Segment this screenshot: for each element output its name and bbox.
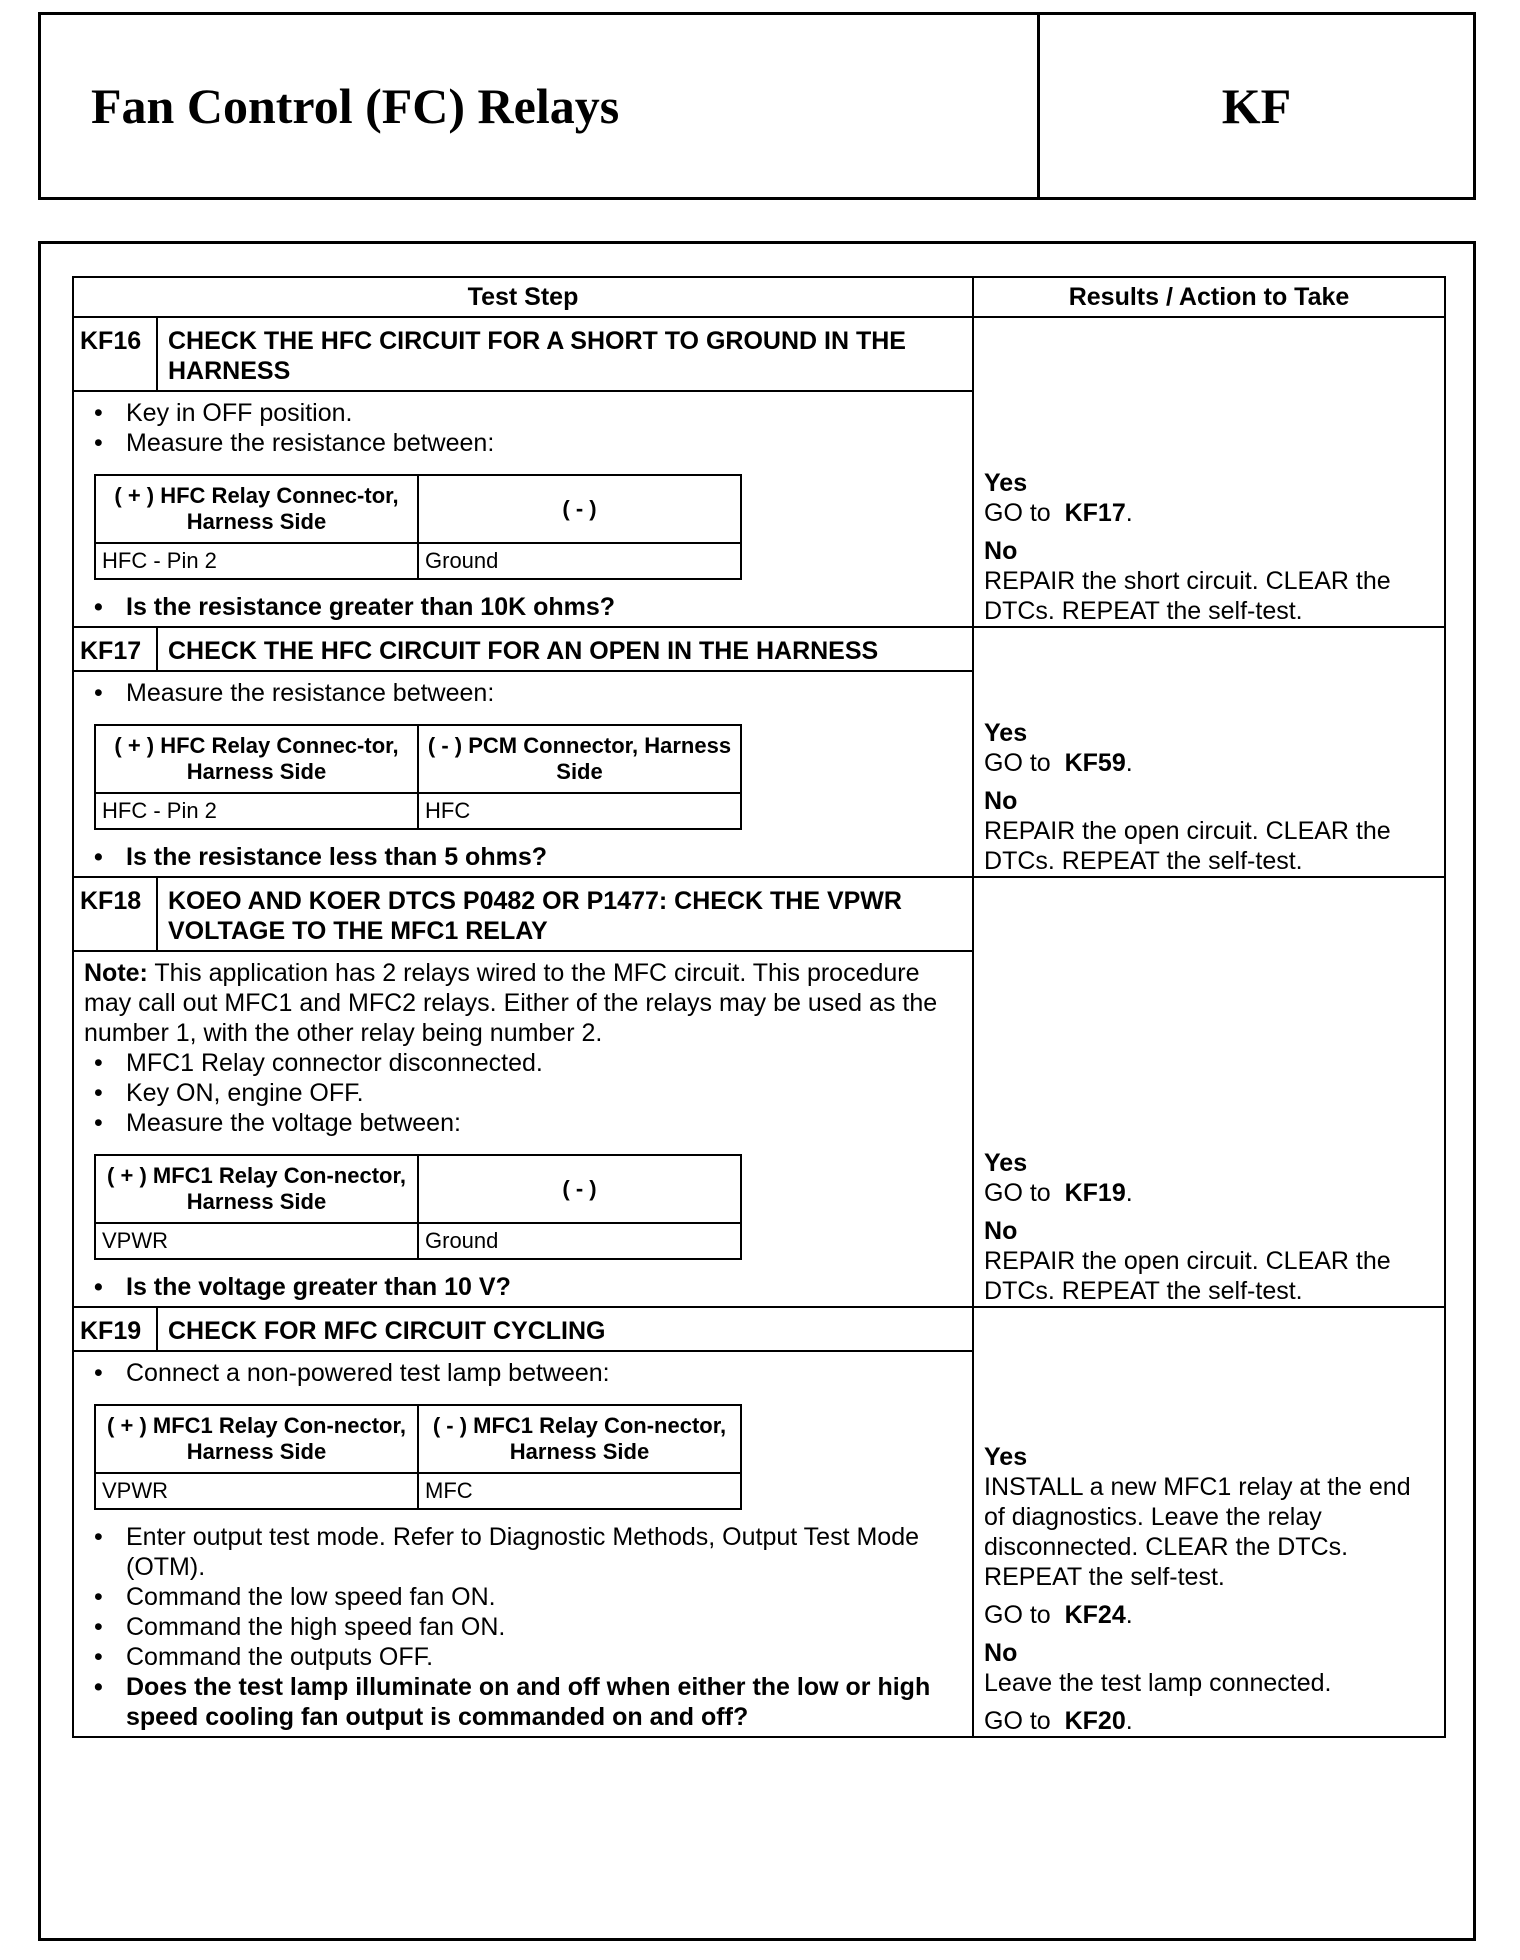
yes-action: GO to KF59. <box>984 749 1133 777</box>
no-label: No <box>984 1639 1018 1667</box>
sub-header: ( + ) HFC Relay Connec-tor, Harness Side <box>95 475 418 543</box>
step-bullet: • Command the low speed fan ON. <box>84 1582 962 1612</box>
sub-cell: MFC <box>418 1473 741 1509</box>
section-code: KF <box>1221 78 1292 134</box>
step-id: KF19 <box>73 1307 157 1351</box>
measurement-table <box>94 474 742 580</box>
step-bullet: • Measure the voltage between: <box>84 1108 962 1138</box>
step-note: Note: This application has 2 relays wired to the MFC circuit. This procedure may call out MFC1 and MFC2 relays. Either of the relays may be used as the number 1, with the other relay being number 2. <box>84 959 938 1047</box>
step-bullet: • Command the high speed fan ON. <box>84 1612 962 1642</box>
no-action: REPAIR the short circuit. CLEAR the DTCs. REPEAT the self-test. <box>984 567 1391 625</box>
sub-header: ( + ) HFC Relay Connec-tor, Harness Side <box>95 725 418 793</box>
step-question: • Is the resistance less than 5 ohms? <box>84 842 962 872</box>
yes-action: GO to KF17. <box>984 499 1133 527</box>
step-results <box>973 1307 1445 1737</box>
test-step-table <box>72 276 1446 1738</box>
no-goto: GO to KF20. <box>984 1707 1133 1735</box>
sub-header: ( - ) <box>418 475 741 543</box>
yes-goto: GO to KF24. <box>984 1601 1133 1629</box>
step-title-row <box>73 877 1445 951</box>
test-step-header: Test Step <box>73 277 973 317</box>
sub-cell: Ground <box>418 1223 741 1259</box>
step-bullet: • MFC1 Relay connector disconnected. <box>84 1048 962 1078</box>
no-label: No <box>984 1217 1018 1245</box>
no-action: REPAIR the open circuit. CLEAR the DTCs. REPEAT the self-test. <box>984 817 1391 875</box>
step-title-row <box>73 317 1445 391</box>
sub-header: ( - ) <box>418 1155 741 1223</box>
step-id: KF16 <box>73 317 157 391</box>
no-action: Leave the test lamp connected. <box>984 1669 1332 1697</box>
step-question: • Does the test lamp illuminate on and off when either the low or high speed cooling fan output is commanded on and off? <box>84 1672 962 1732</box>
step-title: CHECK FOR MFC CIRCUIT CYCLING <box>157 1307 973 1351</box>
step-bullet: • Enter output test mode. Refer to Diagnostic Methods, Output Test Mode (OTM). <box>84 1522 962 1582</box>
measurement-table <box>94 724 742 830</box>
step-bullet: • Key in OFF position. <box>84 398 962 428</box>
step-title-row <box>73 1307 1445 1351</box>
step-question: • Is the voltage greater than 10 V? <box>84 1272 962 1302</box>
measurement-table <box>94 1154 742 1260</box>
sub-cell: HFC - Pin 2 <box>95 793 418 829</box>
step-content <box>73 671 973 877</box>
no-label: No <box>984 537 1018 565</box>
sub-cell: HFC <box>418 793 741 829</box>
step-content <box>73 1351 973 1737</box>
yes-label: Yes <box>984 719 1028 747</box>
step-bullet: • Key ON, engine OFF. <box>84 1078 962 1108</box>
sub-header: ( + ) MFC1 Relay Con-nector, Harness Side <box>95 1405 418 1473</box>
sub-header: ( + ) MFC1 Relay Con-nector, Harness Side <box>95 1155 418 1223</box>
yes-action: GO to KF19. <box>984 1179 1133 1207</box>
yes-action: INSTALL a new MFC1 relay at the end of diagnostics. Leave the relay disconnected. CLEAR the DTCs. REPEAT the self-test. <box>984 1473 1411 1591</box>
step-results <box>973 627 1445 877</box>
step-id: KF17 <box>73 627 157 671</box>
no-action: REPAIR the open circuit. CLEAR the DTCs. REPEAT the self-test. <box>984 1247 1391 1305</box>
page-title: Fan Control (FC) Relays <box>41 15 1040 197</box>
step-title: KOEO AND KOER DTCS P0482 OR P1477: CHECK THE VPWR VOLTAGE TO THE MFC1 RELAY <box>157 877 973 951</box>
sub-cell: VPWR <box>95 1223 418 1259</box>
step-title-row <box>73 627 1445 671</box>
sub-header: ( - ) PCM Connector, Harness Side <box>418 725 741 793</box>
page-header <box>38 12 1476 200</box>
yes-label: Yes <box>984 469 1028 497</box>
step-title: CHECK THE HFC CIRCUIT FOR AN OPEN IN THE HARNESS <box>157 627 973 671</box>
sub-cell: VPWR <box>95 1473 418 1509</box>
step-bullet: • Measure the resistance between: <box>84 678 962 708</box>
table-header-row <box>73 277 1445 317</box>
step-id: KF18 <box>73 877 157 951</box>
yes-label: Yes <box>984 1443 1028 1471</box>
step-results <box>973 877 1445 1307</box>
sub-cell: HFC - Pin 2 <box>95 543 418 579</box>
step-content <box>73 951 973 1307</box>
step-bullet: • Command the outputs OFF. <box>84 1642 962 1672</box>
no-label: No <box>984 787 1018 815</box>
step-results <box>973 317 1445 627</box>
step-title: CHECK THE HFC CIRCUIT FOR A SHORT TO GROUND IN THE HARNESS <box>157 317 973 391</box>
step-bullet: • Connect a non-powered test lamp between: <box>84 1358 962 1388</box>
results-header: Results / Action to Take <box>973 277 1445 317</box>
sub-cell: Ground <box>418 543 741 579</box>
step-bullet: • Measure the resistance between: <box>84 428 962 458</box>
step-content <box>73 391 973 627</box>
measurement-table <box>94 1404 742 1510</box>
step-question: • Is the resistance greater than 10K ohms? <box>84 592 962 622</box>
yes-label: Yes <box>984 1149 1028 1177</box>
sub-header: ( - ) MFC1 Relay Con-nector, Harness Side <box>418 1405 741 1473</box>
